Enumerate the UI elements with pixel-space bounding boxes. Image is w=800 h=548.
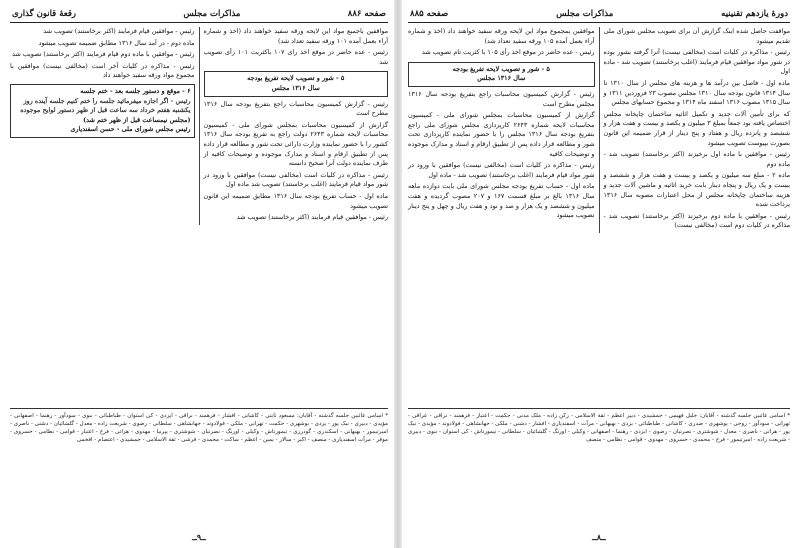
paragraph: که برای تأمین آلات جدید و تکمیل اثاثیه ساختمان چاپخانه مجلس اختصاص یافته بود جمعاً بمبلغ ۳ میلیون و یکصد و بیست و هفت هزار و ششصد و پانزده ریال و هفتاد و پنج دینار از قرار ضمیمه این قانون بصورت بپیوست تصویب میشود bbox=[603, 109, 790, 147]
paragraph: رئیس - موافقین قیام فرمایند (اکثر برخاستند) تصویب شد bbox=[236, 213, 388, 222]
paragraph: رئیس - موافقین قیام فرمایند (اکثر برخاستند) تصویب شد bbox=[43, 27, 195, 35]
paragraph: ماده اول - فاصل بین درآمد ها و هزینه های مجلس از سال ۱۳۱۰ تا سال ۱۳۱۴ قانون بودجه سال ۱۳۱۰ مجلس مصوب ۲۳ فروردین ۱۳۱۱ و سال ۱۳۱۵ مصوب ۱۳۱۶ اسفند ماه ۱۳۱۴ و مجموع حسابهای مجلس bbox=[603, 78, 790, 107]
paragraph: ماده دوم - در آمد سال ۱۳۱۶ مطابق ضمیمه تصویب میشود bbox=[38, 38, 195, 47]
paragraph: رئیس - موافقین با ماده دوم برخیزند (اکثر برخاستند) تصویب شد - مذاکره در کلیات دوم است (مخالفی نیست) bbox=[603, 211, 790, 230]
paragraph: رئیس - مذاکره در کلیات آخر است (مخالفی نیست) موافقین با مجموع مواد ورقه سفید خواهند داد bbox=[10, 61, 195, 80]
column-divider bbox=[599, 27, 600, 233]
page-number: ــ۸ــ bbox=[592, 532, 606, 542]
paragraph: رئیس - مذاکره در کلیات است (مخالفی نیست) موافقین با ورود در شور مواد قیام فرمایند (اغلب برخاستند) تصویب شد - ماده اول bbox=[408, 161, 595, 179]
paragraph: رئیس - گزارش کمیسیون محاسبات راجع بتفریغ بودجه سال ۱۳۱۶ مجلس مطرح است bbox=[408, 89, 595, 108]
paragraph: گزارش از کمیسیون محاسبات بمجلس شورای ملی - کمیسیون محاسبات لایحه شماره ۲۶۴۳ کارپردازی مجلس شورای ملی راجع بتفریغ بودجه سال ۱۳۱۶ مجلس را با حضور نماینده کارپردازی تحت شور و مطالعه قرار داده پس از تطبیق ارقام و اسناد و مدارک موجوده و توضیحات کافیه bbox=[408, 111, 595, 158]
left-page-header bbox=[10, 6, 388, 23]
left-section-title: مذاکرات مجلس bbox=[183, 9, 241, 19]
paragraph: گزارش از کمیسیون محاسبات بمجلس شورای ملی - کمیسیون محاسبات لایحه شماره ۲۶۴۳ دولت راجع به تفریغ بودجه سال ۱۳۱۶ کشور را با حضور نماینده وزارت دارائی تحت شور و مطالعه قرار داده پس از تطبیق ارقام و اسناد و مدارک موجوده و توضیحات کافیه از طرف نماینده دولت آنرا صحیح دانسته bbox=[203, 120, 388, 168]
paragraph: رئیس - موافقین با ماده اول برخیزند (اکثر برخاستند) تصویب شد - ماده دوم bbox=[603, 150, 790, 168]
left-column-b bbox=[10, 27, 195, 225]
column-divider bbox=[199, 27, 200, 225]
paragraph: مواقفین باجمیع مواد این لایحه ورقه سفید خواهند داد (اخذ و شماره آراء بعمل آمده ۱۰۱ ورقه سفید تعداد شد) bbox=[203, 27, 388, 45]
absentees-footnote: * اسامی غائبین جلسه گذشته - آقایان: مسعود ثابتی - کاشانی - افشار - فرهمند - نراقی - ایزدی - کی استوان - طباطبائی - نبوی - سودآور - رهنما - اصفهانی - مؤیدی - دبیری - نیک پور - یزدی - بوشهری - حکمت - تهرانی - ملکی - فولادوند - جهانشاهی - سلطانی - رضوی - شریعت زاده - معدل - گلشائیان - دشتی - ناصری - امیرتیمور - بهبهانی - اسکندری - گودرزی - تیمورتاش - وکیلی - اورنگ - نصرتیان - شوشتری - پیرنیا - مهدوی - هراتی - فرخ - اعتبار - قوامی - نظامی - خسروی - موقر - مرآت اسفندیاری - منصف - اکبر - سالار - یمین - اعظم - ساکت - محمدی - فرشی - ثقة الاسلامی - جمشیدی - اعتصام - افخمی bbox=[10, 408, 388, 444]
paragraph: رئیس - گزارش کمیسیون محاسبات راجع بتفریغ بودجه سال ۱۳۱۶ مطرح است bbox=[203, 99, 388, 118]
paragraph: ماده اول - حساب تفریغ بودجه مجلس شورای ملی بابت دوازده ماهه سال ۱۳۱۶ بالغ بر مبلغ قسمت ۱۶۷ و ۲۰۷ مصوب گردیده و هفت میلیون و ششصد و یک هزار و صد و نود و هفت ریال و چهل و پنج دینار تصویب میشود bbox=[408, 182, 595, 220]
right-volume-title: دورهٔ یازدهم تقنینیه bbox=[721, 9, 788, 19]
right-page-label: صفحه ۸۸۵ bbox=[410, 9, 449, 19]
left-column-a bbox=[204, 27, 389, 225]
paragraph: رئیس - عده حاضر در موقع اخذ رای ۱۰۷ باکثریت ۱۰۱ رأی تصویب شد bbox=[203, 48, 388, 66]
right-page bbox=[408, 6, 790, 542]
section-heading: ۵ - شور و تصویب لایحه تفریغ بودجه سال ۱۳۱۶ مجلس bbox=[204, 71, 389, 96]
right-column-a bbox=[604, 27, 791, 233]
agenda-box: ۶ - موقع و دستور جلسه بعد - ختم جلسه رئیس - اگر اجازه میفرمائید جلسه را ختم کنیم جلسه آینده روز یکشنبه هفتم خرداد سه ساعت قبل از ظهر دستور لوایح موجوده (مجلس نیمساعت قبل از ظهر ختم شد) رئیس مجلس شورای ملی - حسن اسفندیاری bbox=[10, 84, 195, 138]
paragraph: رئیس - موافقین با ماده دوم قیام فرمایند (اکثر برخاستند) تصویب شد bbox=[11, 50, 195, 59]
paragraph: رئیس - مذاکره در کلیات است (مخالفی نیست) آنرا گرفته بشور بوده در شور مواد موافقین قیام فرمایند (اغلب برخاستند) تصویب شد - ماده اول bbox=[603, 48, 790, 76]
page-number: ــ۹ــ bbox=[192, 532, 206, 542]
paragraph: موافقین بمجموع مواد این لایحه ورقه سفید خواهند داد (اخذ و شماره آراء بعمل آمده ۱۰۵ ورقه سفید تعداد شد) bbox=[408, 27, 595, 45]
right-section-title: مذاکرات مجلس bbox=[556, 9, 614, 19]
right-page-header bbox=[408, 6, 790, 23]
right-column-b bbox=[408, 27, 595, 233]
section-heading: ۵ - شور و تصویب لایحه تفریغ بودجه سال ۱۳۱۶ مجلس bbox=[408, 62, 595, 87]
paragraph: رئیس - مذاکره در کلیات است (مخالفی نیست) موافقین با ورود در شور مواد قیام فرمایند (اغلب برخاستند) تصویب شد ماده اول bbox=[203, 170, 388, 189]
paragraph: ماده اول - حساب تفریغ بودجه سال ۱۳۱۶ مطابق ضمیمه این قانون تصویب میشود bbox=[203, 191, 388, 210]
left-volume-title: رقعهٔ قانون گذاری bbox=[12, 9, 77, 19]
left-page bbox=[10, 6, 388, 542]
paragraph: ماده ۲ - مبلغ سه میلیون و یکصد و بیست و هفت هزار و ششصد و بیست و یک ریال و پنجاه دینار بابت خرید اثاثیه و ماشین آلات جدید و هزینه ساختمان چاپخانه مجلس از محل اعتبارات مصوبه سال ۱۳۱۶ پرداخت شده bbox=[603, 171, 790, 209]
left-page-label: صفحه ۸۸۶ bbox=[347, 9, 386, 19]
book-gutter bbox=[394, 0, 402, 548]
paragraph: رئیس - عده حاضر در موقع اخذ رأی ۱۰۵ با کثریت تام تصویب شد bbox=[421, 48, 595, 57]
paragraph: مواقفت حاصل شده اینک گزارش آن برای تصویب مجلس شورای ملی تقدیم میشود bbox=[603, 27, 790, 45]
absentees-footnote: * اسامی غائبین جلسه گذشته - آقایان: خلیل فهیمی - جمشیدی - دبیر اعظم - ثقة الاسلامی - رکن زاده - ملک مدنی - حکمت - اعتبار - فرهمند - نراقی - عراقی - تهرانی - سودآور - روحی - بوشهری - صدری - کاشانی - طباطبائی - یزدی - بهبهانی - مرآت - اسفندیاری - افشار - دشتی - ملکی - جهانشاهی - فولادوند - مؤیدی - نیک پور - هراتی - ناصری - معدل - شوشتری - نصرتیان - رضوی - ایزدی - رهنما - اصفهانی - وکیلی - اورنگ - گلشائیان - سلطانی - تیمورتاش - کی استوان - نبوی - دبیری - شریعت زاده - امیرتیمور - فرخ - محمدی - خسروی - مهدوی - قوامی - نظامی - منصف bbox=[408, 408, 790, 444]
